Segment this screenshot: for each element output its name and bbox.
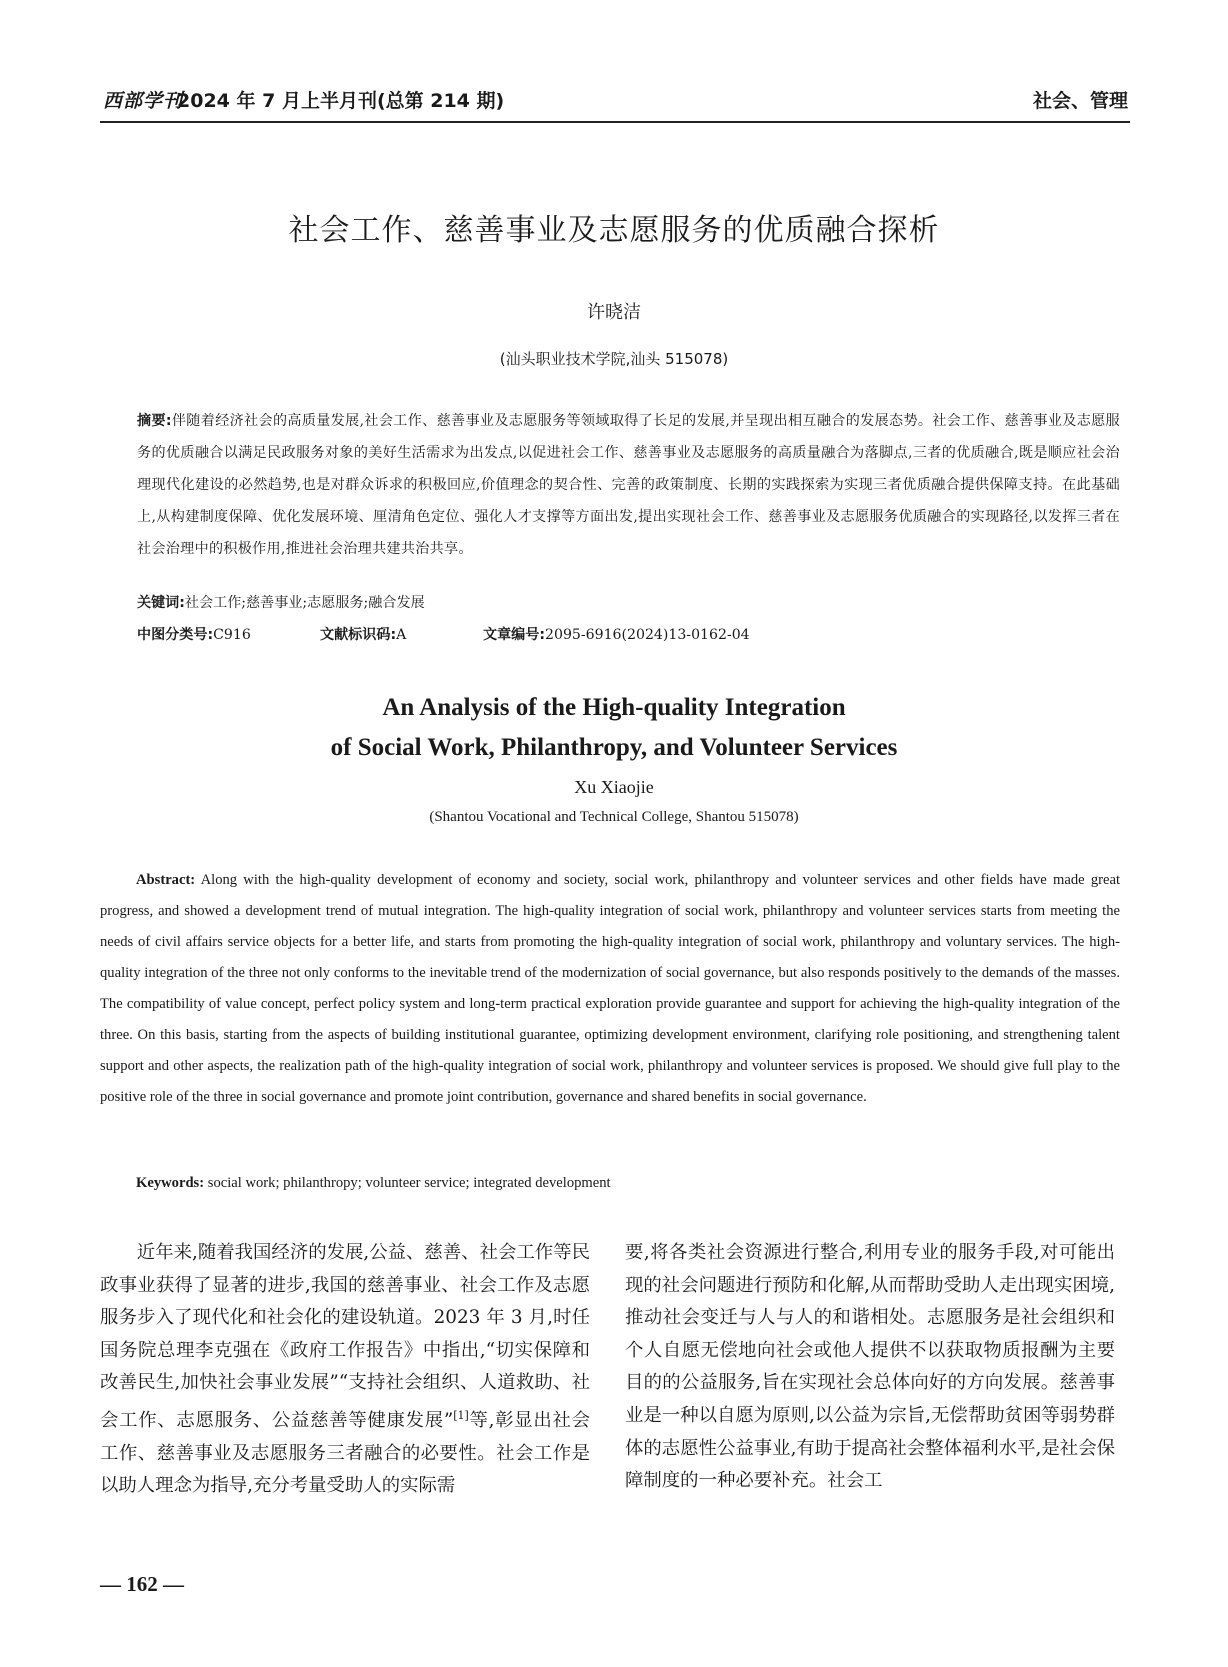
abstract-cn-text: 伴随着经济社会的高质量发展,社会工作、慈善事业及志愿服务等领域取得了长足的发展,并呈现出相互融合的发展态势。社会工作、慈善事业及志愿服务的优质融合以满足民政服务对象的美好生活需求为出发点,以促进社会工作、慈善事业及志愿服务的高质量融合为落脚点,三者的优质融合,既是顺应社会治理现代化建设的必然趋势,也是对群众诉求的积极回应,价值理念的契合性、完善的政策制度、长期的实践探索为实现三者优质融合提供保障支持。在此基础上,从构建制度保障、优化发展环境、厘清角色定位、强化人才支撑等方面出发,提出实现社会工作、慈善事业及志愿服务优质融合的实现路径,以发挥三者在社会治理中的积极作用,推进社会治理共建共治共享。 — [137, 413, 1120, 557]
doc-code-value: A — [396, 627, 407, 643]
article-no-value: 2095-6916(2024)13-0162-04 — [545, 627, 750, 643]
abstract-en-label: Abstract: — [136, 872, 196, 888]
classification-row — [137, 624, 1127, 648]
title-en-line-1: An Analysis of the High-quality Integration — [382, 694, 846, 721]
issue-info: 2024 年 7 月上半月刊(总第 214 期) — [177, 90, 505, 112]
keywords-cn-text: 社会工作;慈善事业;志愿服务;融合发展 — [184, 595, 425, 611]
author-cn: 许晓洁 — [587, 302, 641, 323]
doc-code-field — [320, 624, 406, 644]
article-title-cn: 社会工作、慈善事业及志愿服务的优质融合探析 — [288, 213, 940, 248]
author-en: Xu Xiaojie — [574, 777, 654, 797]
abstract-en-text: Along with the high-quality development of economy and society, social work, philanthropy and volunteer services and other fields have made great progress, and showed a development trend of mutual integration. The high-quality integration of social work, philanthropy and volunteer services starts from meeting the needs of civil affairs service objects for a better life, and starts from promoting the high-quality integration of social work, philanthropy and voluntary services. The high-quality integration of the three not only conforms to the inevitable trend of the modernization of social governance, but also responds positively to the demands of the masses. The compatibility of value concept, perfect policy system and long-term practical exploration provide guarantee and support for achieving the high-quality integration of the three. On this basis, starting from the aspects of building institutional guarantee, optimizing development environment, clarifying role positioning, and strengthening talent support and other aspects, the realization path of the high-quality integration of social work, philanthropy and volunteer services is proposed. We should give full play to the positive role of the three in social governance and promote joint contribution, governance and shared benefits in social governance. — [100, 872, 1120, 1105]
body-text-part-2: 等,彰显出社会工作、慈善事业及志愿服务三者融合的必要性。社会工作是以助人理念为指导,充分考量受助人的实际需 — [100, 1410, 590, 1497]
article-title-en — [100, 688, 1128, 768]
section-name: 社会、管理 — [1032, 90, 1128, 112]
journal-name: 西部学刊 — [103, 90, 184, 112]
keywords-en-text: social work; philanthropy; volunteer service; integrated development — [207, 1175, 611, 1191]
article-no-label: 文章编号: — [483, 627, 546, 643]
keywords-cn — [137, 592, 1120, 612]
keywords-en-label: Keywords: — [136, 1175, 205, 1191]
article-no-field — [483, 624, 750, 644]
clc-field — [137, 624, 251, 644]
citation-ref[interactable]: [1] — [453, 1408, 469, 1422]
doc-code-label: 文献标识码: — [320, 627, 397, 643]
body-column-right — [625, 1237, 1115, 1498]
header-rule — [100, 121, 1130, 123]
keywords-cn-label: 关键词: — [137, 595, 185, 611]
keywords-en — [136, 1175, 1120, 1192]
clc-value: C916 — [213, 627, 251, 643]
abstract-cn — [137, 405, 1120, 565]
affiliation-en: (Shantou Vocational and Technical College, Shantou 515078) — [429, 809, 799, 825]
title-en-line-2: of Social Work, Philanthropy, and Volunteer Services — [330, 734, 898, 761]
body-paragraph-continued: 要,将各类社会资源进行整合,利用专业的服务手段,对可能出现的社会问题进行预防和化解,从而帮助受助人走出现实困境,推动社会变迁与人与人的和谐相处。志愿服务是社会组织和个人自愿无偿地向社会或他人提供不以获取物质报酬为主要目的的公益服务,旨在实现社会总体向好的方向发展。慈善事业是一种以自愿为原则,以公益为宗旨,无偿帮助贫困等弱势群体的志愿性公益事业,有助于提高社会整体福利水平,是社会保障制度的一种必要补充。社会工 — [625, 1242, 1115, 1492]
body-text-part-1: 近年来,随着我国经济的发展,公益、慈善、社会工作等民政事业获得了显著的进步,我国的慈善事业、社会工作及志愿服务步入了现代化和社会化的建设轨道。2023 年 3 月,时任国务院总理李克强在《政府工作报告》中指出,“切实保障和改善民生,加快社会事业发展”“支持社会组织、人道救助、社会工作、志愿服务、公益慈善等健康发展” — [100, 1242, 590, 1432]
abstract-en — [100, 865, 1120, 1113]
affiliation-cn: (汕头职业技术学院,汕头 515078) — [499, 350, 729, 368]
running-header — [103, 86, 1128, 116]
abstract-cn-label: 摘要: — [137, 413, 172, 429]
clc-label: 中图分类号: — [137, 627, 214, 643]
page-number: — 162 — — [100, 1572, 184, 1596]
body-column-left — [100, 1237, 590, 1503]
body-paragraph — [100, 1237, 590, 1503]
